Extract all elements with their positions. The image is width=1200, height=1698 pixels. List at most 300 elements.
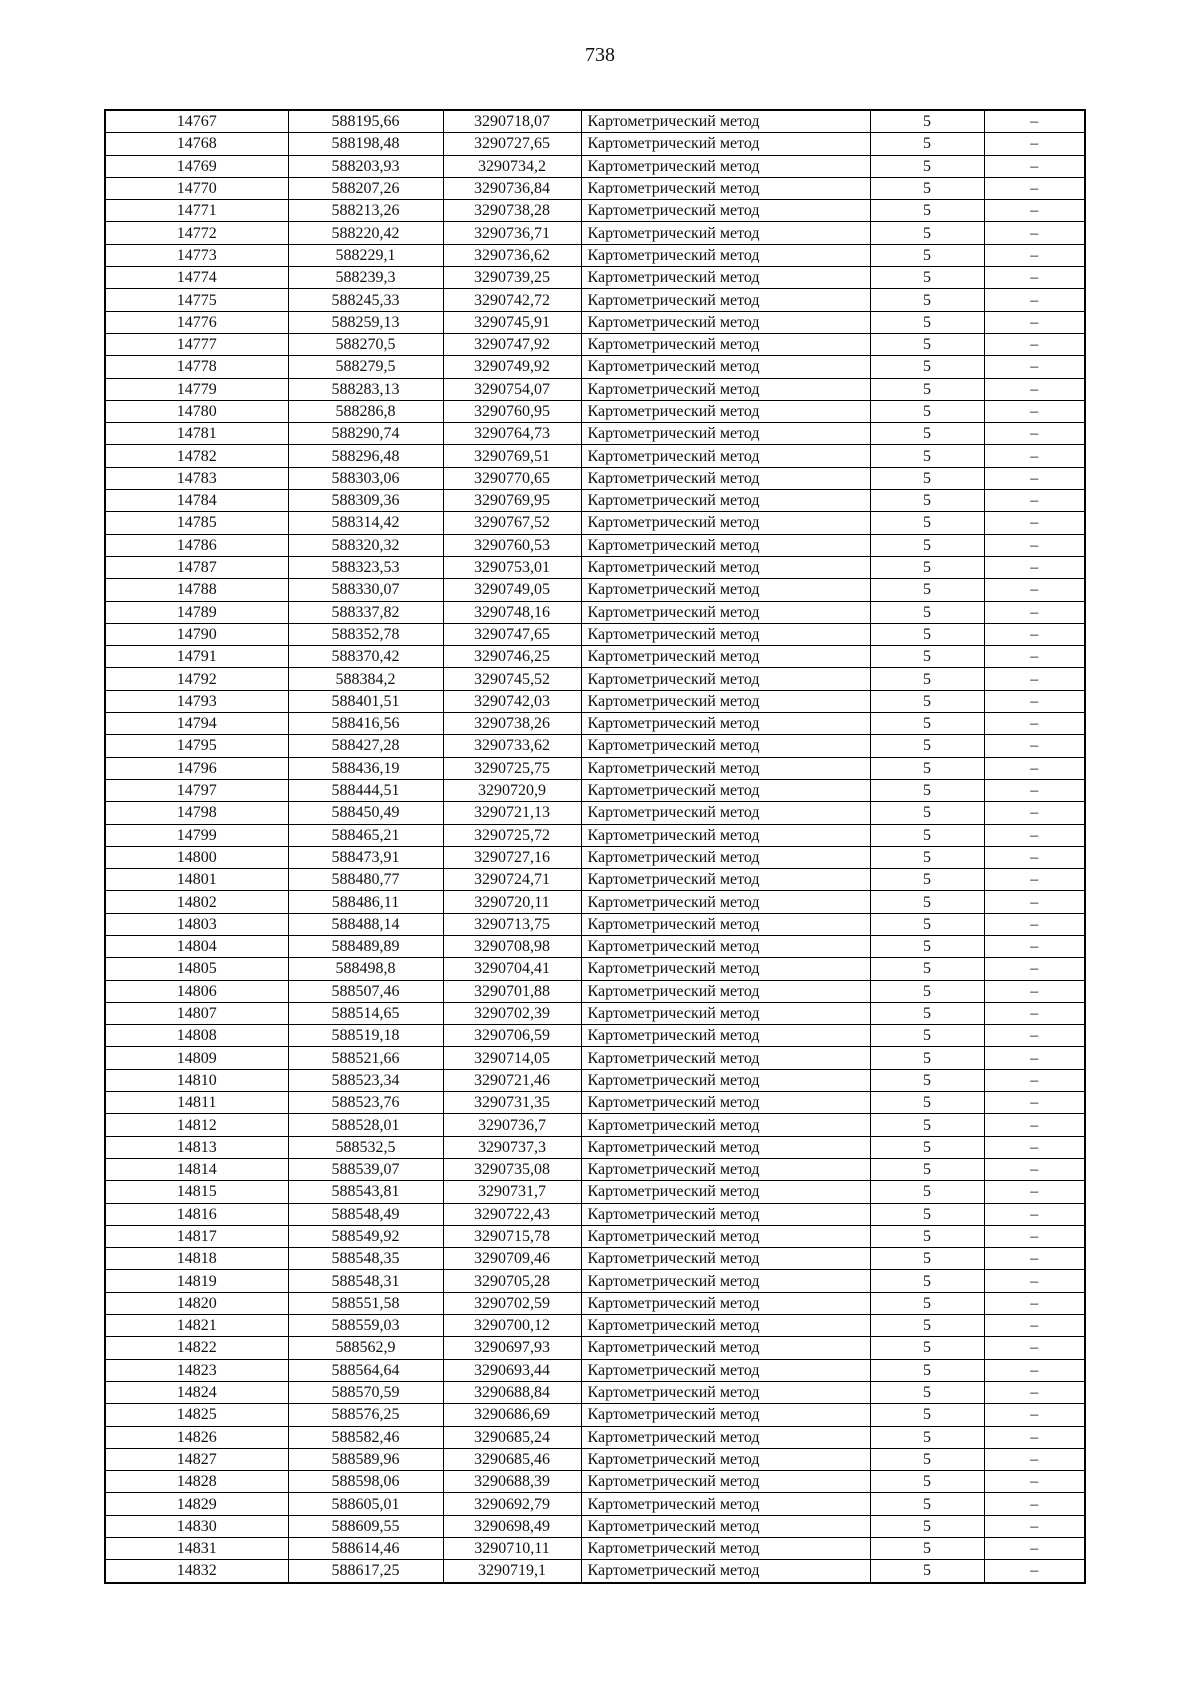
- description-cell: –: [984, 846, 1085, 868]
- table-row: [105, 244, 1085, 266]
- x-coordinate-cell: 588384,2: [288, 668, 443, 690]
- y-coordinate-cell: 3290701,88: [443, 980, 581, 1002]
- x-coordinate-cell: 588279,5: [288, 356, 443, 378]
- accuracy-cell: 5: [870, 935, 984, 957]
- accuracy-cell: 5: [870, 133, 984, 155]
- y-coordinate-cell: 3290747,65: [443, 623, 581, 645]
- y-coordinate-cell: 3290764,73: [443, 423, 581, 445]
- point-number-cell: 14778: [105, 356, 288, 378]
- description-cell: –: [984, 1002, 1085, 1024]
- table-row: [105, 333, 1085, 355]
- accuracy-cell: 5: [870, 1448, 984, 1470]
- method-cell: Картометрический метод: [581, 579, 870, 601]
- description-cell: –: [984, 445, 1085, 467]
- table-row: [105, 110, 1085, 133]
- y-coordinate-cell: 3290721,13: [443, 802, 581, 824]
- accuracy-cell: 5: [870, 110, 984, 133]
- method-cell: Картометрический метод: [581, 869, 870, 891]
- method-cell: Картометрический метод: [581, 177, 870, 199]
- table-row: [105, 690, 1085, 712]
- accuracy-cell: 5: [870, 735, 984, 757]
- accuracy-cell: 5: [870, 1158, 984, 1180]
- table-row: [105, 200, 1085, 222]
- table-row: [105, 1270, 1085, 1292]
- point-number-cell: 14775: [105, 289, 288, 311]
- x-coordinate-cell: 588548,49: [288, 1203, 443, 1225]
- x-coordinate-cell: 588198,48: [288, 133, 443, 155]
- table-row: [105, 824, 1085, 846]
- accuracy-cell: 5: [870, 1471, 984, 1493]
- y-coordinate-cell: 3290698,49: [443, 1515, 581, 1537]
- method-cell: Картометрический метод: [581, 891, 870, 913]
- y-coordinate-cell: 3290710,11: [443, 1538, 581, 1560]
- description-cell: –: [984, 779, 1085, 801]
- method-cell: Картометрический метод: [581, 267, 870, 289]
- description-cell: –: [984, 512, 1085, 534]
- table-row: [105, 1114, 1085, 1136]
- point-number-cell: 14774: [105, 267, 288, 289]
- accuracy-cell: 5: [870, 1047, 984, 1069]
- description-cell: –: [984, 200, 1085, 222]
- method-cell: Картометрический метод: [581, 1158, 870, 1180]
- table-row: [105, 713, 1085, 735]
- point-number-cell: 14821: [105, 1315, 288, 1337]
- table-row: [105, 1493, 1085, 1515]
- y-coordinate-cell: 3290722,43: [443, 1203, 581, 1225]
- accuracy-cell: 5: [870, 1337, 984, 1359]
- point-number-cell: 14827: [105, 1448, 288, 1470]
- accuracy-cell: 5: [870, 824, 984, 846]
- x-coordinate-cell: 588564,64: [288, 1359, 443, 1381]
- y-coordinate-cell: 3290736,84: [443, 177, 581, 199]
- accuracy-cell: 5: [870, 1114, 984, 1136]
- x-coordinate-cell: 588617,25: [288, 1560, 443, 1583]
- y-coordinate-cell: 3290742,03: [443, 690, 581, 712]
- description-cell: –: [984, 1181, 1085, 1203]
- method-cell: Картометрический метод: [581, 110, 870, 133]
- accuracy-cell: 5: [870, 1136, 984, 1158]
- method-cell: Картометрический метод: [581, 1560, 870, 1583]
- x-coordinate-cell: 588330,07: [288, 579, 443, 601]
- method-cell: Картометрический метод: [581, 757, 870, 779]
- x-coordinate-cell: 588589,96: [288, 1448, 443, 1470]
- table-row: [105, 1069, 1085, 1091]
- method-cell: Картометрический метод: [581, 690, 870, 712]
- description-cell: –: [984, 757, 1085, 779]
- accuracy-cell: 5: [870, 601, 984, 623]
- point-number-cell: 14803: [105, 913, 288, 935]
- point-number-cell: 14769: [105, 155, 288, 177]
- x-coordinate-cell: 588488,14: [288, 913, 443, 935]
- table-row: [105, 222, 1085, 244]
- description-cell: –: [984, 980, 1085, 1002]
- accuracy-cell: 5: [870, 846, 984, 868]
- x-coordinate-cell: 588309,36: [288, 490, 443, 512]
- x-coordinate-cell: 588270,5: [288, 333, 443, 355]
- y-coordinate-cell: 3290731,35: [443, 1092, 581, 1114]
- method-cell: Картометрический метод: [581, 623, 870, 645]
- point-number-cell: 14806: [105, 980, 288, 1002]
- table-row: [105, 445, 1085, 467]
- point-number-cell: 14808: [105, 1025, 288, 1047]
- accuracy-cell: 5: [870, 244, 984, 266]
- x-coordinate-cell: 588498,8: [288, 958, 443, 980]
- description-cell: –: [984, 289, 1085, 311]
- x-coordinate-cell: 588523,76: [288, 1092, 443, 1114]
- accuracy-cell: 5: [870, 445, 984, 467]
- description-cell: –: [984, 556, 1085, 578]
- method-cell: Картометрический метод: [581, 1248, 870, 1270]
- x-coordinate-cell: 588239,3: [288, 267, 443, 289]
- description-cell: –: [984, 490, 1085, 512]
- description-cell: –: [984, 891, 1085, 913]
- point-number-cell: 14800: [105, 846, 288, 868]
- point-number-cell: 14785: [105, 512, 288, 534]
- description-cell: –: [984, 646, 1085, 668]
- x-coordinate-cell: 588519,18: [288, 1025, 443, 1047]
- x-coordinate-cell: 588444,51: [288, 779, 443, 801]
- point-number-cell: 14789: [105, 601, 288, 623]
- method-cell: Картометрический метод: [581, 311, 870, 333]
- x-coordinate-cell: 588543,81: [288, 1181, 443, 1203]
- method-cell: Картометрический метод: [581, 1493, 870, 1515]
- y-coordinate-cell: 3290747,92: [443, 333, 581, 355]
- accuracy-cell: 5: [870, 1381, 984, 1403]
- y-coordinate-cell: 3290739,25: [443, 267, 581, 289]
- x-coordinate-cell: 588605,01: [288, 1493, 443, 1515]
- point-number-cell: 14813: [105, 1136, 288, 1158]
- point-number-cell: 14816: [105, 1203, 288, 1225]
- accuracy-cell: 5: [870, 267, 984, 289]
- accuracy-cell: 5: [870, 155, 984, 177]
- accuracy-cell: 5: [870, 1248, 984, 1270]
- table-row: [105, 935, 1085, 957]
- table-row: [105, 267, 1085, 289]
- method-cell: Картометрический метод: [581, 155, 870, 177]
- x-coordinate-cell: 588352,78: [288, 623, 443, 645]
- table-row: [105, 1359, 1085, 1381]
- method-cell: Картометрический метод: [581, 646, 870, 668]
- x-coordinate-cell: 588486,11: [288, 891, 443, 913]
- accuracy-cell: 5: [870, 802, 984, 824]
- description-cell: –: [984, 1292, 1085, 1314]
- y-coordinate-cell: 3290709,46: [443, 1248, 581, 1270]
- description-cell: –: [984, 110, 1085, 133]
- point-number-cell: 14779: [105, 378, 288, 400]
- method-cell: Картометрический метод: [581, 779, 870, 801]
- y-coordinate-cell: 3290746,25: [443, 646, 581, 668]
- point-number-cell: 14802: [105, 891, 288, 913]
- point-number-cell: 14814: [105, 1158, 288, 1180]
- table-row: [105, 891, 1085, 913]
- method-cell: Картометрический метод: [581, 1025, 870, 1047]
- table-row: [105, 1404, 1085, 1426]
- y-coordinate-cell: 3290702,59: [443, 1292, 581, 1314]
- y-coordinate-cell: 3290702,39: [443, 1002, 581, 1024]
- table-row: [105, 556, 1085, 578]
- x-coordinate-cell: 588259,13: [288, 311, 443, 333]
- x-coordinate-cell: 588436,19: [288, 757, 443, 779]
- method-cell: Картометрический метод: [581, 1225, 870, 1247]
- method-cell: Картометрический метод: [581, 467, 870, 489]
- x-coordinate-cell: 588303,06: [288, 467, 443, 489]
- y-coordinate-cell: 3290697,93: [443, 1337, 581, 1359]
- x-coordinate-cell: 588559,03: [288, 1315, 443, 1337]
- y-coordinate-cell: 3290693,44: [443, 1359, 581, 1381]
- table-row: [105, 958, 1085, 980]
- point-number-cell: 14798: [105, 802, 288, 824]
- y-coordinate-cell: 3290767,52: [443, 512, 581, 534]
- y-coordinate-cell: 3290705,28: [443, 1270, 581, 1292]
- x-coordinate-cell: 588229,1: [288, 244, 443, 266]
- x-coordinate-cell: 588283,13: [288, 378, 443, 400]
- description-cell: –: [984, 913, 1085, 935]
- point-number-cell: 14793: [105, 690, 288, 712]
- accuracy-cell: 5: [870, 1493, 984, 1515]
- method-cell: Картометрический метод: [581, 1047, 870, 1069]
- accuracy-cell: 5: [870, 757, 984, 779]
- accuracy-cell: 5: [870, 200, 984, 222]
- table-row: [105, 512, 1085, 534]
- y-coordinate-cell: 3290754,07: [443, 378, 581, 400]
- description-cell: –: [984, 601, 1085, 623]
- y-coordinate-cell: 3290725,75: [443, 757, 581, 779]
- coordinates-table: [104, 109, 1086, 1584]
- description-cell: –: [984, 1248, 1085, 1270]
- point-number-cell: 14787: [105, 556, 288, 578]
- method-cell: Картометрический метод: [581, 1337, 870, 1359]
- point-number-cell: 14786: [105, 534, 288, 556]
- point-number-cell: 14781: [105, 423, 288, 445]
- y-coordinate-cell: 3290724,71: [443, 869, 581, 891]
- point-number-cell: 14804: [105, 935, 288, 957]
- accuracy-cell: 5: [870, 423, 984, 445]
- accuracy-cell: 5: [870, 1092, 984, 1114]
- description-cell: –: [984, 1315, 1085, 1337]
- y-coordinate-cell: 3290725,72: [443, 824, 581, 846]
- x-coordinate-cell: 588514,65: [288, 1002, 443, 1024]
- description-cell: –: [984, 534, 1085, 556]
- y-coordinate-cell: 3290770,65: [443, 467, 581, 489]
- x-coordinate-cell: 588507,46: [288, 980, 443, 1002]
- method-cell: Картометрический метод: [581, 244, 870, 266]
- point-number-cell: 14796: [105, 757, 288, 779]
- description-cell: –: [984, 1381, 1085, 1403]
- method-cell: Картометрический метод: [581, 400, 870, 422]
- description-cell: –: [984, 1225, 1085, 1247]
- table-row: [105, 155, 1085, 177]
- point-number-cell: 14799: [105, 824, 288, 846]
- accuracy-cell: 5: [870, 400, 984, 422]
- point-number-cell: 14783: [105, 467, 288, 489]
- method-cell: Картометрический метод: [581, 1181, 870, 1203]
- description-cell: –: [984, 423, 1085, 445]
- table-row: [105, 1092, 1085, 1114]
- accuracy-cell: 5: [870, 1225, 984, 1247]
- accuracy-cell: 5: [870, 579, 984, 601]
- method-cell: Картометрический метод: [581, 333, 870, 355]
- y-coordinate-cell: 3290718,07: [443, 110, 581, 133]
- method-cell: Картометрический метод: [581, 1203, 870, 1225]
- table-row: [105, 1337, 1085, 1359]
- method-cell: Картометрический метод: [581, 1381, 870, 1403]
- point-number-cell: 14805: [105, 958, 288, 980]
- description-cell: –: [984, 133, 1085, 155]
- accuracy-cell: 5: [870, 1404, 984, 1426]
- y-coordinate-cell: 3290715,78: [443, 1225, 581, 1247]
- point-number-cell: 14777: [105, 333, 288, 355]
- y-coordinate-cell: 3290731,7: [443, 1181, 581, 1203]
- x-coordinate-cell: 588551,58: [288, 1292, 443, 1314]
- method-cell: Картометрический метод: [581, 913, 870, 935]
- method-cell: Картометрический метод: [581, 1292, 870, 1314]
- point-number-cell: 14825: [105, 1404, 288, 1426]
- description-cell: –: [984, 311, 1085, 333]
- accuracy-cell: 5: [870, 1025, 984, 1047]
- table-row: [105, 177, 1085, 199]
- description-cell: –: [984, 1158, 1085, 1180]
- x-coordinate-cell: 588548,31: [288, 1270, 443, 1292]
- method-cell: Картометрический метод: [581, 200, 870, 222]
- accuracy-cell: 5: [870, 646, 984, 668]
- point-number-cell: 14780: [105, 400, 288, 422]
- point-number-cell: 14829: [105, 1493, 288, 1515]
- y-coordinate-cell: 3290738,26: [443, 713, 581, 735]
- method-cell: Картометрический метод: [581, 1404, 870, 1426]
- x-coordinate-cell: 588220,42: [288, 222, 443, 244]
- point-number-cell: 14801: [105, 869, 288, 891]
- point-number-cell: 14773: [105, 244, 288, 266]
- method-cell: Картометрический метод: [581, 980, 870, 1002]
- point-number-cell: 14817: [105, 1225, 288, 1247]
- accuracy-cell: 5: [870, 1203, 984, 1225]
- y-coordinate-cell: 3290769,95: [443, 490, 581, 512]
- y-coordinate-cell: 3290733,62: [443, 735, 581, 757]
- y-coordinate-cell: 3290713,75: [443, 913, 581, 935]
- accuracy-cell: 5: [870, 467, 984, 489]
- point-number-cell: 14823: [105, 1359, 288, 1381]
- method-cell: Картометрический метод: [581, 735, 870, 757]
- point-number-cell: 14812: [105, 1114, 288, 1136]
- table-row: [105, 579, 1085, 601]
- x-coordinate-cell: 588489,89: [288, 935, 443, 957]
- point-number-cell: 14820: [105, 1292, 288, 1314]
- x-coordinate-cell: 588532,5: [288, 1136, 443, 1158]
- description-cell: –: [984, 1069, 1085, 1091]
- x-coordinate-cell: 588337,82: [288, 601, 443, 623]
- accuracy-cell: 5: [870, 1069, 984, 1091]
- method-cell: Картометрический метод: [581, 1270, 870, 1292]
- y-coordinate-cell: 3290745,52: [443, 668, 581, 690]
- x-coordinate-cell: 588203,93: [288, 155, 443, 177]
- y-coordinate-cell: 3290736,62: [443, 244, 581, 266]
- description-cell: –: [984, 958, 1085, 980]
- description-cell: –: [984, 1426, 1085, 1448]
- point-number-cell: 14768: [105, 133, 288, 155]
- description-cell: –: [984, 400, 1085, 422]
- description-cell: –: [984, 333, 1085, 355]
- accuracy-cell: 5: [870, 713, 984, 735]
- accuracy-cell: 5: [870, 556, 984, 578]
- x-coordinate-cell: 588473,91: [288, 846, 443, 868]
- point-number-cell: 14791: [105, 646, 288, 668]
- x-coordinate-cell: 588609,55: [288, 1515, 443, 1537]
- accuracy-cell: 5: [870, 222, 984, 244]
- description-cell: –: [984, 177, 1085, 199]
- description-cell: –: [984, 623, 1085, 645]
- accuracy-cell: 5: [870, 177, 984, 199]
- point-number-cell: 14794: [105, 713, 288, 735]
- description-cell: –: [984, 222, 1085, 244]
- method-cell: Картометрический метод: [581, 445, 870, 467]
- method-cell: Картометрический метод: [581, 1448, 870, 1470]
- x-coordinate-cell: 588207,26: [288, 177, 443, 199]
- point-number-cell: 14792: [105, 668, 288, 690]
- y-coordinate-cell: 3290736,71: [443, 222, 581, 244]
- table-row: [105, 1471, 1085, 1493]
- method-cell: Картометрический метод: [581, 846, 870, 868]
- x-coordinate-cell: 588562,9: [288, 1337, 443, 1359]
- point-number-cell: 14807: [105, 1002, 288, 1024]
- description-cell: –: [984, 935, 1085, 957]
- accuracy-cell: 5: [870, 958, 984, 980]
- y-coordinate-cell: 3290753,01: [443, 556, 581, 578]
- y-coordinate-cell: 3290704,41: [443, 958, 581, 980]
- x-coordinate-cell: 588450,49: [288, 802, 443, 824]
- y-coordinate-cell: 3290727,16: [443, 846, 581, 868]
- method-cell: Картометрический метод: [581, 289, 870, 311]
- point-number-cell: 14784: [105, 490, 288, 512]
- y-coordinate-cell: 3290688,84: [443, 1381, 581, 1403]
- accuracy-cell: 5: [870, 1538, 984, 1560]
- description-cell: –: [984, 1203, 1085, 1225]
- point-number-cell: 14811: [105, 1092, 288, 1114]
- description-cell: –: [984, 579, 1085, 601]
- y-coordinate-cell: 3290734,2: [443, 155, 581, 177]
- y-coordinate-cell: 3290735,08: [443, 1158, 581, 1180]
- y-coordinate-cell: 3290727,65: [443, 133, 581, 155]
- accuracy-cell: 5: [870, 356, 984, 378]
- accuracy-cell: 5: [870, 1002, 984, 1024]
- x-coordinate-cell: 588528,01: [288, 1114, 443, 1136]
- point-number-cell: 14776: [105, 311, 288, 333]
- accuracy-cell: 5: [870, 1181, 984, 1203]
- table-row: [105, 1426, 1085, 1448]
- point-number-cell: 14832: [105, 1560, 288, 1583]
- y-coordinate-cell: 3290700,12: [443, 1315, 581, 1337]
- point-number-cell: 14788: [105, 579, 288, 601]
- description-cell: –: [984, 356, 1085, 378]
- accuracy-cell: 5: [870, 333, 984, 355]
- accuracy-cell: 5: [870, 1315, 984, 1337]
- point-number-cell: 14822: [105, 1337, 288, 1359]
- y-coordinate-cell: 3290692,79: [443, 1493, 581, 1515]
- description-cell: –: [984, 1092, 1085, 1114]
- description-cell: –: [984, 1515, 1085, 1537]
- point-number-cell: 14824: [105, 1381, 288, 1403]
- description-cell: –: [984, 1404, 1085, 1426]
- table-row: [105, 1248, 1085, 1270]
- description-cell: –: [984, 735, 1085, 757]
- table-row: [105, 1002, 1085, 1024]
- accuracy-cell: 5: [870, 512, 984, 534]
- description-cell: –: [984, 802, 1085, 824]
- point-number-cell: 14818: [105, 1248, 288, 1270]
- x-coordinate-cell: 588548,35: [288, 1248, 443, 1270]
- y-coordinate-cell: 3290686,69: [443, 1404, 581, 1426]
- method-cell: Картометрический метод: [581, 1002, 870, 1024]
- method-cell: Картометрический метод: [581, 668, 870, 690]
